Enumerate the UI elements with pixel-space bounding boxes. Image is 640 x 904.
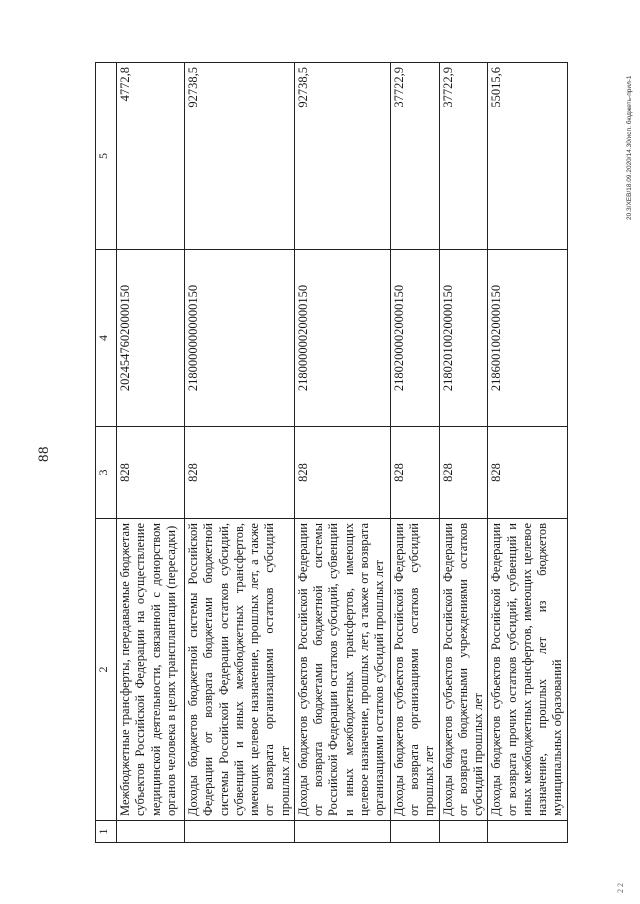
row-index-cell <box>488 821 568 843</box>
row-kbk-code: 21800000020000150 <box>294 250 390 427</box>
rotated-table-container <box>95 63 565 843</box>
header-col-5: 5 <box>96 63 117 250</box>
row-admin-code: 828 <box>294 427 390 519</box>
row-amount: 37722,9 <box>390 63 439 250</box>
table-row <box>390 63 439 843</box>
row-description: Доходы бюджетов субъектов Российской Федерации от возврата бюджетными учреждениями остатков субсидий прошлых лет <box>439 519 488 821</box>
row-kbk-code: 21802000020000150 <box>390 250 439 427</box>
header-col-3: 3 <box>96 427 117 519</box>
row-kbk-code: 21800000000000150 <box>185 250 295 427</box>
row-amount: 92738,5 <box>185 63 295 250</box>
row-admin-code: 828 <box>390 427 439 519</box>
row-admin-code: 828 <box>488 427 568 519</box>
row-index-cell <box>185 821 295 843</box>
row-admin-code: 828 <box>439 427 488 519</box>
row-amount: 92738,5 <box>294 63 390 250</box>
row-kbk-code: 21860010020000150 <box>488 250 568 427</box>
row-description: Доходы бюджетов субъектов Российской Федерации от возврата организациями остатков субсидий прошлых лет <box>390 519 439 821</box>
row-amount: 37722,9 <box>439 63 488 250</box>
table-row <box>294 63 390 843</box>
header-col-4: 4 <box>96 250 117 427</box>
table-header-row <box>96 63 117 843</box>
header-col-1: 1 <box>96 821 117 843</box>
table-row <box>117 63 185 843</box>
table-row <box>488 63 568 843</box>
header-col-2: 2 <box>96 519 117 821</box>
row-admin-code: 828 <box>185 427 295 519</box>
row-admin-code: 828 <box>117 427 185 519</box>
row-index-cell <box>390 821 439 843</box>
revenue-table <box>95 62 568 843</box>
row-description: Доходы бюджетов субъектов Российской Федерации от возврата бюджетами бюджетной системы Российской Федерации остатков субсидий, субвенций и иных межбюджетных трансфертов, имеющих целевое назначение, прошлых лет, а также от возврата организациями остатков субсидий прошлых лет <box>294 519 390 821</box>
row-index-cell <box>294 821 390 843</box>
row-kbk-code: 21802010020000150 <box>439 250 488 427</box>
row-amount: 4772,8 <box>117 63 185 250</box>
row-description: Доходы бюджетов бюджетной системы Российской Федерации от возврата бюджетами бюджетной системы Российской Федерации остатков субсидий, субвенций и иных межбюджетных трансфертов, имеющих целевое назначение, прошлых лет, а также от возврата организациями остатков субсидий прошлых лет <box>185 519 295 821</box>
row-kbk-code: 20245476020000150 <box>117 250 185 427</box>
page-number: 88 <box>36 446 52 462</box>
document-stamp-note: 20.3/ХЕВ/18.09.2020/14.30/исп. бюджеть-прил-1 <box>626 75 633 220</box>
row-amount: 55015,6 <box>488 63 568 250</box>
row-index-cell <box>117 821 185 843</box>
table-row <box>439 63 488 843</box>
row-description: Межбюджетные трансферты, передаваемые бюджетам субъектов Российской Федерации на осуществление медицинской деятельности, связанной с донорством органов человека в целях трансплантации (пересадки) <box>117 519 185 821</box>
table-row <box>185 63 295 843</box>
corner-mark: 2 2 <box>616 883 625 893</box>
row-description: Доходы бюджетов субъектов Российской Федерации от возврата прочих остатков субсидий, субвенций и иных межбюджетных трансфертов, имеющих целевое назначение, прошлых лет из бюджетов муниципальных образований <box>488 519 568 821</box>
row-index-cell <box>439 821 488 843</box>
